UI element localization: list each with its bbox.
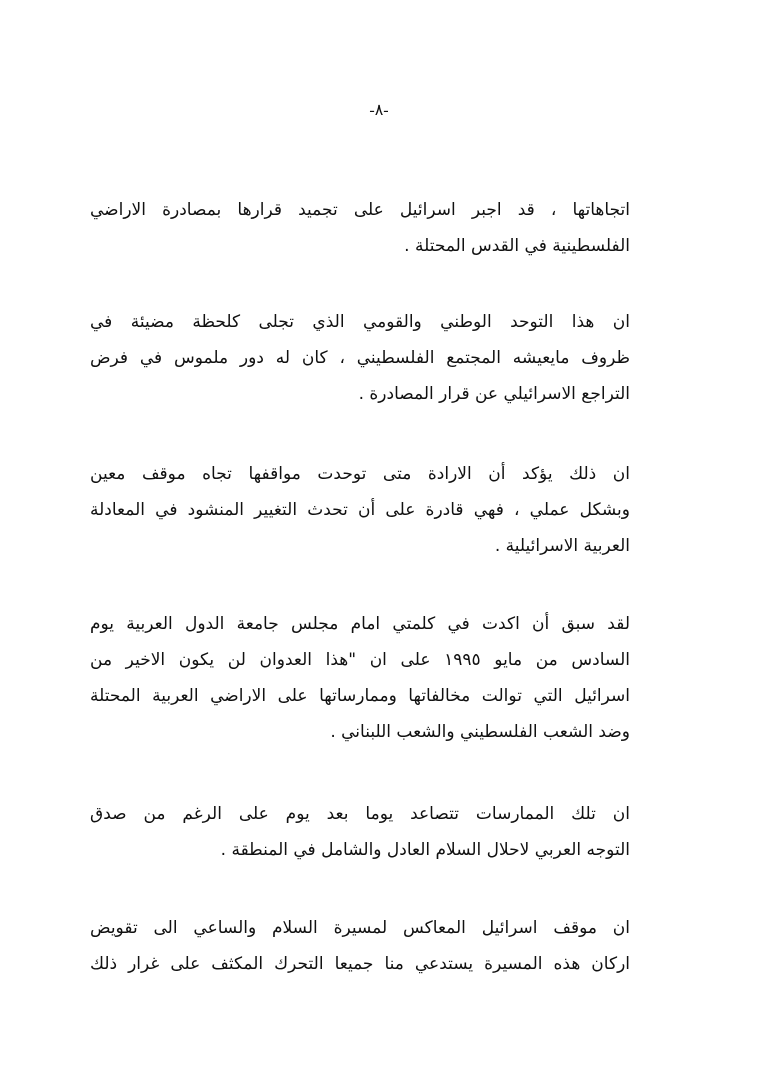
text-line: وضد الشعب الفلسطيني والشعب اللبناني . bbox=[330, 722, 630, 742]
text-line: السادس من مايو ١٩٩٥ على ان "هذا العدوان لن يكون الاخير من bbox=[90, 650, 630, 670]
text-line: الفلسطينية في القدس المحتلة . bbox=[404, 236, 630, 256]
text-line: لقد سبق أن اكدت في كلمتي امام مجلس جامعة الدول العربية يوم bbox=[90, 614, 630, 634]
text-line: ان تلك الممارسات تتصاعد يوما بعد يوم على الرغم من صدق bbox=[90, 804, 630, 824]
page-number: -٨- bbox=[369, 102, 389, 119]
paragraph bbox=[90, 456, 630, 564]
text-line: ان هذا التوحد الوطني والقومي الذي تجلى كلحظة مضيئة في bbox=[90, 312, 630, 332]
paragraph bbox=[90, 910, 630, 982]
text-line: ان ذلك يؤكد أن الارادة متى توحدت مواقفها تجاه موقف معين bbox=[90, 464, 630, 484]
paragraph bbox=[90, 304, 630, 412]
text-line: العربية الاسرائيلية . bbox=[494, 536, 630, 556]
text-line: اركان هذه المسيرة يستدعي منا جميعا التحرك المكثف على غرار ذلك bbox=[90, 954, 630, 974]
text-line: التوجه العربي لاحلال السلام العادل والشامل في المنطقة . bbox=[220, 840, 630, 860]
text-line: اتجاهاتها ، قد اجبر اسرائيل على تجميد قرارها بمصادرة الاراضي bbox=[90, 200, 630, 220]
text-line: اسرائيل التي توالت مخالفاتها وممارساتها على الاراضي العربية المحتلة bbox=[90, 686, 630, 706]
text-line: التراجع الاسرائيلي عن قرار المصادرة . bbox=[358, 384, 630, 404]
paragraph bbox=[90, 796, 630, 868]
paragraph bbox=[90, 606, 630, 750]
text-line: وبشكل عملي ، فهي قادرة على أن تحدث التغيير المنشود في المعادلة bbox=[90, 500, 630, 520]
text-line: ظروف مايعيشه المجتمع الفلسطيني ، كان له دور ملموس في فرض bbox=[90, 348, 630, 368]
text-line: ان موقف اسرائيل المعاكس لمسيرة السلام والساعي الى تقويض bbox=[90, 918, 630, 938]
paragraph bbox=[90, 192, 630, 264]
